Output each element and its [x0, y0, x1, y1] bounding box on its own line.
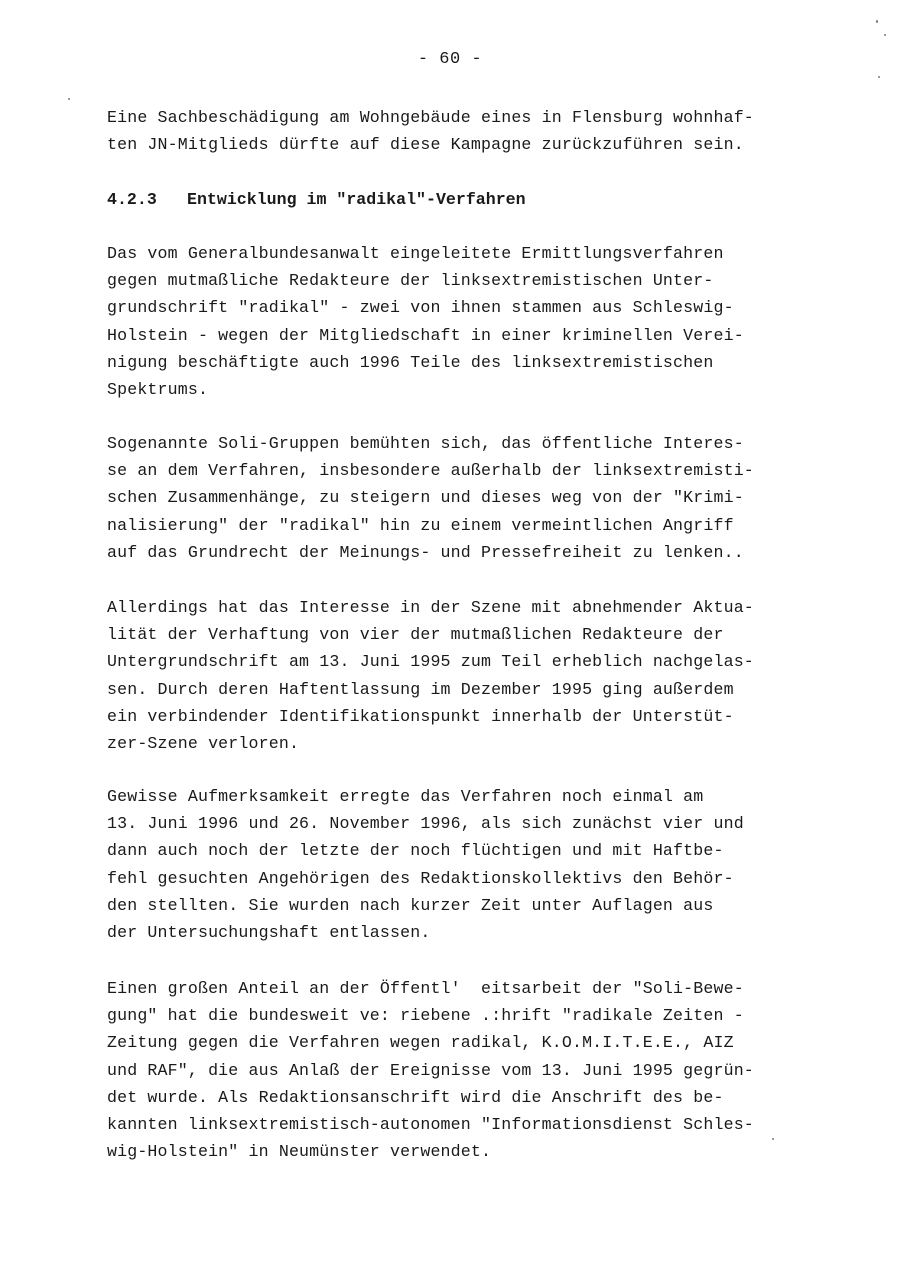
text-line: Spektrums. [107, 380, 209, 400]
text-line: nalisierung" der "radikal" hin zu einem vermeintlichen Angriff [107, 515, 734, 535]
text-line: fehl gesuchten Angehörigen des Redaktionskollektivs den Behör- [107, 868, 734, 888]
scan-speck [68, 98, 70, 100]
text-line: ein verbindender Identifikationspunkt innerhalb der Unterstüt- [107, 706, 734, 726]
text-line: und RAF", die aus Anlaß der Ereignisse vom 13. Juni 1995 gegrün- [107, 1060, 754, 1080]
text-line: Allerdings hat das Interesse in der Szene mit abnehmender Aktua- [107, 598, 754, 617]
text-line: Sogenannte Soli-Gruppen bemühten sich, das öffentliche Interes- [107, 434, 744, 453]
section-title: Entwicklung im "radikal"-Verfahren [187, 190, 526, 209]
paragraph-4 [107, 783, 837, 946]
text-line: der Untersuchungshaft entlassen. [107, 923, 431, 943]
paragraph-1 [107, 240, 837, 403]
text-line: gegen mutmaßliche Redakteure der linksextremistischen Unter- [107, 271, 714, 291]
text-line: nigung beschäftigte auch 1996 Teile des linksextremistischen [107, 352, 714, 372]
paragraph-2 [107, 430, 837, 566]
scan-speck [876, 20, 878, 23]
text-line: dann auch noch der letzte der noch flüchtigen und mit Haftbe- [107, 841, 724, 861]
text-line: auf das Grundrecht der Meinungs- und Pressefreiheit zu lenken.. [107, 542, 744, 562]
text-line: Gewisse Aufmerksamkeit erregte das Verfahren noch einmal am [107, 787, 704, 806]
scan-speck [772, 1138, 774, 1140]
text-line: 13. Juni 1996 und 26. November 1996, als sich zunächst vier und [107, 814, 744, 834]
text-line: schen Zusammenhänge, zu steigern und dieses weg von der "Krimi- [107, 488, 744, 508]
text-line: ten JN-Mitglieds dürfte auf diese Kampagne zurückzuführen sein. [107, 135, 744, 155]
text-line: Zeitung gegen die Verfahren wegen radikal, K.O.M.I.T.E.E., AIZ [107, 1033, 734, 1053]
paragraph-3 [107, 594, 837, 757]
text-line: den stellten. Sie wurden nach kurzer Zeit unter Auflagen aus [107, 895, 714, 915]
text-line: grundschrift "radikal" - zwei von ihnen stammen aus Schleswig- [107, 298, 734, 318]
text-line: kannten linksextremistisch-autonomen "Informationsdienst Schles- [107, 1115, 754, 1135]
text-line: wig-Holstein" in Neumünster verwendet. [107, 1142, 492, 1162]
text-line: lität der Verhaftung von vier der mutmaßlichen Redakteure der [107, 625, 724, 645]
text-line: Das vom Generalbundesanwalt eingeleitete Ermittlungsverfahren [107, 244, 724, 263]
scan-speck [878, 76, 880, 78]
text-line: gung" hat die bundesweit ve: riebene .:hrift "radikale Zeiten - [107, 1006, 744, 1026]
text-line: zer-Szene verloren. [107, 734, 300, 754]
scan-speck [884, 34, 886, 36]
text-line: Untergrundschrift am 13. Juni 1995 zum Teil erheblich nachgelas- [107, 652, 754, 672]
section-heading [107, 186, 526, 213]
text-line: sen. Durch deren Haftentlassung im Dezember 1995 ging außerdem [107, 679, 734, 699]
page-number: - 60 - [417, 50, 483, 69]
text-line: Holstein - wegen der Mitgliedschaft in einer kriminellen Verei- [107, 325, 744, 345]
section-number: 4.2.3 [107, 190, 157, 209]
text-line: Eine Sachbeschädigung am Wohngebäude eines in Flensburg wohnhaf- [107, 108, 754, 127]
text-line: se an dem Verfahren, insbesondere außerhalb der linksextremisti- [107, 461, 754, 481]
text-line: Einen großen Anteil an der Öffentl' eitsarbeit der "Soli-Bewe- [107, 979, 744, 998]
paragraph-5 [107, 975, 837, 1165]
text-line: det wurde. Als Redaktionsanschrift wird die Anschrift des be- [107, 1087, 724, 1107]
intro-paragraph [107, 104, 837, 158]
